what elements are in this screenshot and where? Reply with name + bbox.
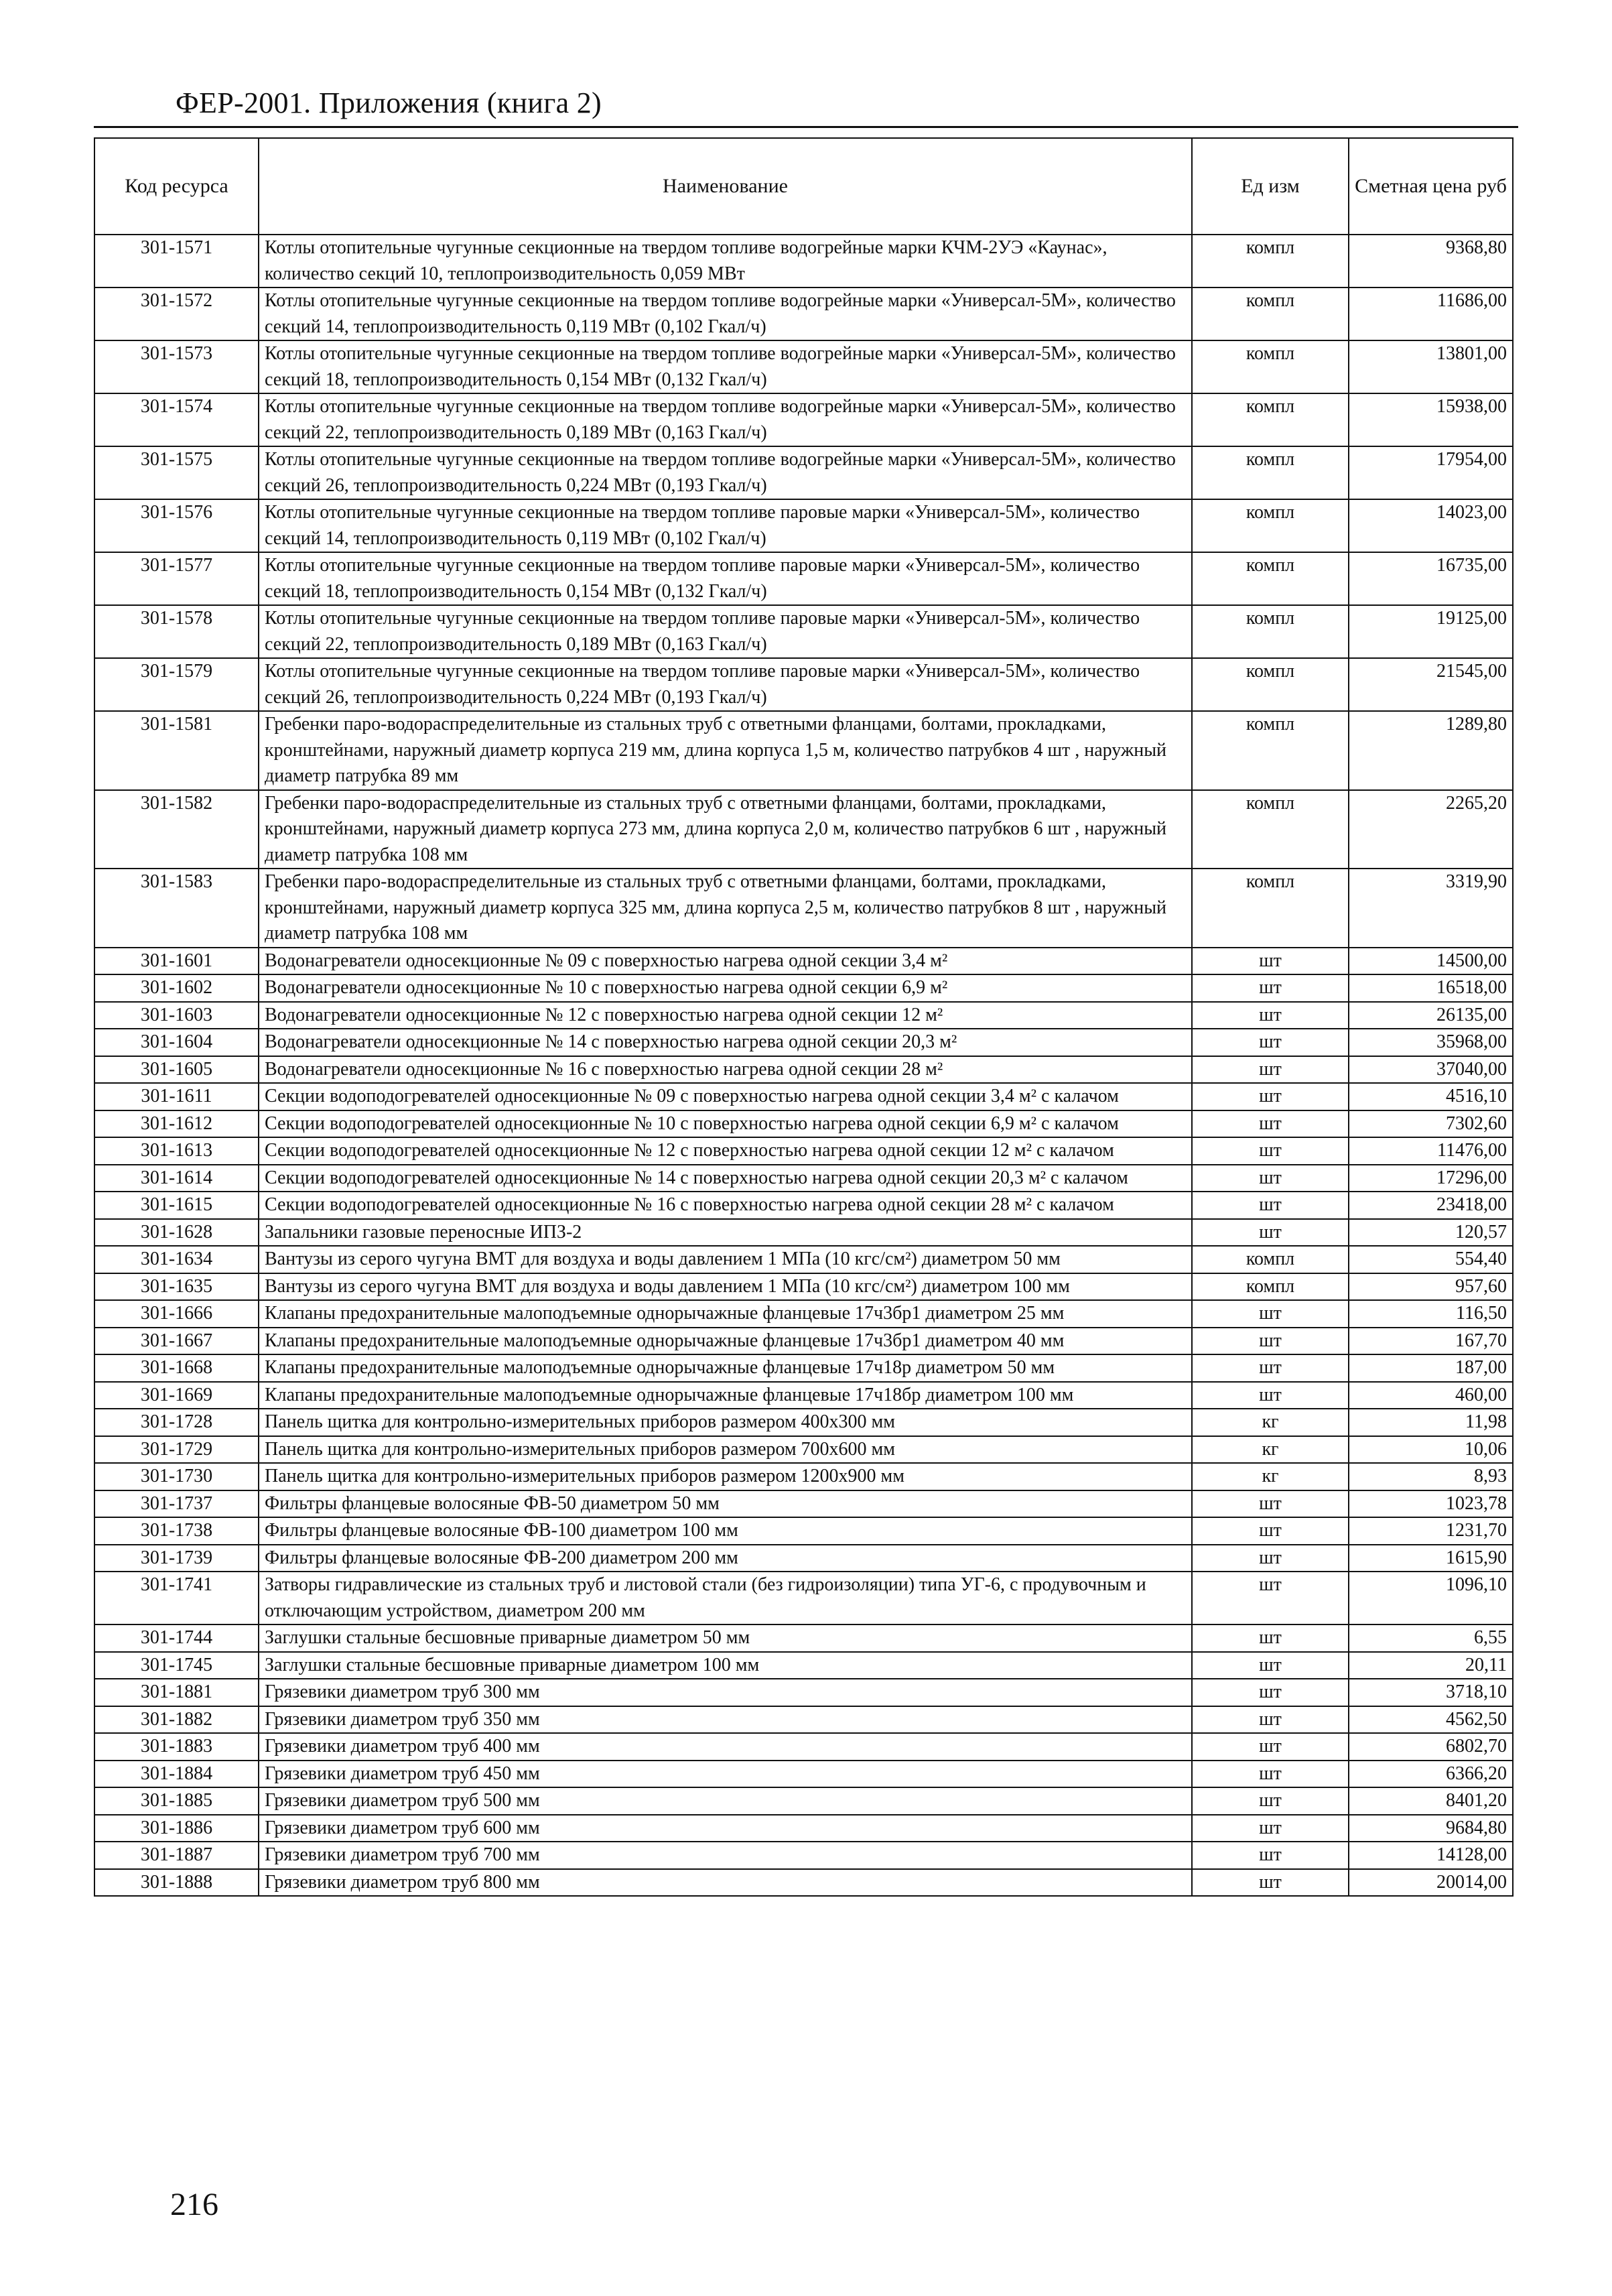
row-code-cell: 301-1744	[94, 1624, 259, 1652]
row-unit-cell: шт	[1192, 1761, 1349, 1788]
row-unit-cell: шт	[1192, 1733, 1349, 1761]
row-price-cell: 1096,10	[1349, 1572, 1513, 1624]
row-unit-cell: компл	[1192, 393, 1349, 446]
column-header-unit: Ед изм	[1192, 138, 1349, 235]
row-unit-cell: компл	[1192, 340, 1349, 393]
header-rule	[94, 126, 1518, 128]
table-row	[94, 1787, 1513, 1815]
row-name-cell: Водонагреватели односекционные № 10 с поверхностью нагрева одной секции 6,9 м²	[259, 974, 1192, 1002]
table-row	[94, 1733, 1513, 1761]
row-name-cell: Котлы отопительные чугунные секционные на твердом топливе водогрейные марки КЧМ-2УЭ «Каунас», количество секций 10, теплопроизводительность 0,059 МВт	[259, 235, 1192, 288]
row-code-cell: 301-1668	[94, 1354, 259, 1382]
row-unit-cell: шт	[1192, 1300, 1349, 1328]
row-price-cell: 6,55	[1349, 1624, 1513, 1652]
row-name-cell: Секции водоподогревателей односекционные № 16 с поверхностью нагрева одной секции 28 м² с калачом	[259, 1192, 1192, 1219]
column-header-price: Сметная цена руб	[1349, 138, 1513, 235]
row-code-cell: 301-1666	[94, 1300, 259, 1328]
row-code-cell: 301-1887	[94, 1842, 259, 1869]
row-price-cell: 4516,10	[1349, 1083, 1513, 1110]
row-name-cell: Панель щитка для контрольно-измерительных приборов размером 400х300 мм	[259, 1409, 1192, 1436]
row-name-cell: Котлы отопительные чугунные секционные на твердом топливе водогрейные марки «Универсал-5М», количество секций 22, теплопроизводительность 0,189 МВт (0,163 Гкал/ч)	[259, 393, 1192, 446]
table-row	[94, 605, 1513, 658]
row-unit-cell: компл	[1192, 1273, 1349, 1301]
row-price-cell: 187,00	[1349, 1354, 1513, 1382]
row-price-cell: 11,98	[1349, 1409, 1513, 1436]
row-code-cell: 301-1582	[94, 790, 259, 869]
row-unit-cell: шт	[1192, 1165, 1349, 1192]
row-name-cell: Секции водоподогревателей односекционные № 14 с поверхностью нагрева одной секции 20,3 м² с калачом	[259, 1165, 1192, 1192]
row-unit-cell: шт	[1192, 1083, 1349, 1110]
row-unit-cell: компл	[1192, 288, 1349, 340]
column-header-code: Код ресурса	[94, 138, 259, 235]
row-unit-cell: компл	[1192, 499, 1349, 552]
row-name-cell: Заглушки стальные бесшовные приварные диаметром 100 мм	[259, 1652, 1192, 1679]
row-price-cell: 15938,00	[1349, 393, 1513, 446]
row-price-cell: 17296,00	[1349, 1165, 1513, 1192]
row-unit-cell: шт	[1192, 1056, 1349, 1084]
row-code-cell: 301-1745	[94, 1652, 259, 1679]
table-row	[94, 1652, 1513, 1679]
row-unit-cell: шт	[1192, 1517, 1349, 1545]
row-code-cell: 301-1885	[94, 1787, 259, 1815]
price-table	[94, 137, 1514, 1897]
table-row	[94, 1842, 1513, 1869]
row-price-cell: 116,50	[1349, 1300, 1513, 1328]
table-row	[94, 1624, 1513, 1652]
table-row	[94, 1409, 1513, 1436]
table-row	[94, 499, 1513, 552]
row-name-cell: Грязевики диаметром труб 500 мм	[259, 1787, 1192, 1815]
row-price-cell: 4562,50	[1349, 1706, 1513, 1734]
row-price-cell: 3718,10	[1349, 1679, 1513, 1706]
row-price-cell: 7302,60	[1349, 1110, 1513, 1138]
row-code-cell: 301-1579	[94, 658, 259, 711]
row-unit-cell: шт	[1192, 1815, 1349, 1842]
row-unit-cell: шт	[1192, 1137, 1349, 1165]
row-code-cell: 301-1737	[94, 1490, 259, 1518]
table-row	[94, 1246, 1513, 1273]
table-row	[94, 1761, 1513, 1788]
table-row	[94, 1083, 1513, 1110]
row-price-cell: 17954,00	[1349, 446, 1513, 499]
row-name-cell: Клапаны предохранительные малоподъемные однорычажные фланцевые 17ч18р диаметром 50 мм	[259, 1354, 1192, 1382]
row-code-cell: 301-1574	[94, 393, 259, 446]
row-name-cell: Водонагреватели односекционные № 16 с поверхностью нагрева одной секции 28 м²	[259, 1056, 1192, 1084]
table-row	[94, 1436, 1513, 1464]
table-row	[94, 1354, 1513, 1382]
row-name-cell: Грязевики диаметром труб 300 мм	[259, 1679, 1192, 1706]
row-code-cell: 301-1581	[94, 711, 259, 790]
table-row	[94, 552, 1513, 605]
row-name-cell: Заглушки стальные бесшовные приварные диаметром 50 мм	[259, 1624, 1192, 1652]
row-price-cell: 14500,00	[1349, 948, 1513, 975]
row-name-cell: Запальники газовые переносные ИПЗ-2	[259, 1219, 1192, 1247]
row-price-cell: 554,40	[1349, 1246, 1513, 1273]
row-code-cell: 301-1605	[94, 1056, 259, 1084]
table-row	[94, 1056, 1513, 1084]
row-name-cell: Затворы гидравлические из стальных труб и листовой стали (без гидроизоляции) типа УГ-6, с продувочным и отключающим устройством, диаметром 200 мм	[259, 1572, 1192, 1624]
row-unit-cell: шт	[1192, 1624, 1349, 1652]
row-price-cell: 1615,90	[1349, 1545, 1513, 1572]
row-unit-cell: шт	[1192, 1572, 1349, 1624]
row-name-cell: Грязевики диаметром труб 350 мм	[259, 1706, 1192, 1734]
row-code-cell: 301-1730	[94, 1463, 259, 1490]
row-code-cell: 301-1738	[94, 1517, 259, 1545]
row-name-cell: Грязевики диаметром труб 600 мм	[259, 1815, 1192, 1842]
row-name-cell: Грязевики диаметром труб 400 мм	[259, 1733, 1192, 1761]
table-row	[94, 790, 1513, 869]
row-unit-cell: шт	[1192, 1869, 1349, 1897]
table-row	[94, 1463, 1513, 1490]
table-row	[94, 1328, 1513, 1355]
row-code-cell: 301-1881	[94, 1679, 259, 1706]
row-unit-cell: кг	[1192, 1436, 1349, 1464]
table-row	[94, 1869, 1513, 1897]
row-code-cell: 301-1728	[94, 1409, 259, 1436]
row-unit-cell: шт	[1192, 1029, 1349, 1056]
row-code-cell: 301-1669	[94, 1382, 259, 1409]
row-price-cell: 3319,90	[1349, 869, 1513, 948]
row-name-cell: Котлы отопительные чугунные секционные на твердом топливе паровые марки «Универсал-5М», количество секций 22, теплопроизводительность 0,189 МВт (0,163 Гкал/ч)	[259, 605, 1192, 658]
row-code-cell: 301-1571	[94, 235, 259, 288]
table-row	[94, 288, 1513, 340]
table-row	[94, 1382, 1513, 1409]
table-row	[94, 948, 1513, 975]
row-code-cell: 301-1667	[94, 1328, 259, 1355]
row-code-cell: 301-1578	[94, 605, 259, 658]
table-row	[94, 235, 1513, 288]
row-name-cell: Фильтры фланцевые волосяные ФВ-200 диаметром 200 мм	[259, 1545, 1192, 1572]
row-price-cell: 1289,80	[1349, 711, 1513, 790]
row-name-cell: Грязевики диаметром труб 800 мм	[259, 1869, 1192, 1897]
table-row	[94, 869, 1513, 948]
row-unit-cell: компл	[1192, 235, 1349, 288]
row-price-cell: 11686,00	[1349, 288, 1513, 340]
row-name-cell: Фильтры фланцевые волосяные ФВ-50 диаметром 50 мм	[259, 1490, 1192, 1518]
row-code-cell: 301-1603	[94, 1002, 259, 1029]
table-row	[94, 1273, 1513, 1301]
row-code-cell: 301-1583	[94, 869, 259, 948]
table-row	[94, 1137, 1513, 1165]
row-price-cell: 1231,70	[1349, 1517, 1513, 1545]
row-name-cell: Клапаны предохранительные малоподъемные однорычажные фланцевые 17ч3бр1 диаметром 25 мм	[259, 1300, 1192, 1328]
row-price-cell: 11476,00	[1349, 1137, 1513, 1165]
row-code-cell: 301-1613	[94, 1137, 259, 1165]
table-header-row	[94, 138, 1513, 235]
row-code-cell: 301-1573	[94, 340, 259, 393]
row-code-cell: 301-1572	[94, 288, 259, 340]
row-code-cell: 301-1611	[94, 1083, 259, 1110]
row-price-cell: 120,57	[1349, 1219, 1513, 1247]
row-price-cell: 16518,00	[1349, 974, 1513, 1002]
row-name-cell: Грязевики диаметром труб 450 мм	[259, 1761, 1192, 1788]
table-row	[94, 658, 1513, 711]
row-unit-cell: шт	[1192, 1219, 1349, 1247]
row-code-cell: 301-1601	[94, 948, 259, 975]
row-unit-cell: компл	[1192, 446, 1349, 499]
row-name-cell: Грязевики диаметром труб 700 мм	[259, 1842, 1192, 1869]
row-price-cell: 10,06	[1349, 1436, 1513, 1464]
row-unit-cell: компл	[1192, 605, 1349, 658]
row-name-cell: Водонагреватели односекционные № 14 с поверхностью нагрева одной секции 20,3 м²	[259, 1029, 1192, 1056]
row-name-cell: Секции водоподогревателей односекционные № 10 с поверхностью нагрева одной секции 6,9 м² с калачом	[259, 1110, 1192, 1138]
table-row	[94, 1110, 1513, 1138]
table-row	[94, 393, 1513, 446]
row-unit-cell: компл	[1192, 869, 1349, 948]
row-price-cell: 13801,00	[1349, 340, 1513, 393]
row-unit-cell: шт	[1192, 1354, 1349, 1382]
table-row	[94, 1165, 1513, 1192]
row-price-cell: 14023,00	[1349, 499, 1513, 552]
row-name-cell: Панель щитка для контрольно-измерительных приборов размером 1200х900 мм	[259, 1463, 1192, 1490]
row-price-cell: 957,60	[1349, 1273, 1513, 1301]
table-row	[94, 1300, 1513, 1328]
row-code-cell: 301-1614	[94, 1165, 259, 1192]
row-code-cell: 301-1628	[94, 1219, 259, 1247]
table-row	[94, 340, 1513, 393]
row-code-cell: 301-1886	[94, 1815, 259, 1842]
row-unit-cell: шт	[1192, 1679, 1349, 1706]
row-name-cell: Водонагреватели односекционные № 12 с поверхностью нагрева одной секции 12 м²	[259, 1002, 1192, 1029]
row-price-cell: 20,11	[1349, 1652, 1513, 1679]
row-unit-cell: шт	[1192, 1787, 1349, 1815]
table-row	[94, 1815, 1513, 1842]
table-row	[94, 974, 1513, 1002]
row-price-cell: 26135,00	[1349, 1002, 1513, 1029]
table-row	[94, 711, 1513, 790]
row-unit-cell: шт	[1192, 974, 1349, 1002]
row-name-cell: Фильтры фланцевые волосяные ФВ-100 диаметром 100 мм	[259, 1517, 1192, 1545]
row-unit-cell: шт	[1192, 1490, 1349, 1518]
row-code-cell: 301-1602	[94, 974, 259, 1002]
table-row	[94, 1219, 1513, 1247]
row-code-cell: 301-1575	[94, 446, 259, 499]
row-code-cell: 301-1883	[94, 1733, 259, 1761]
row-price-cell: 9684,80	[1349, 1815, 1513, 1842]
row-unit-cell: шт	[1192, 948, 1349, 975]
row-price-cell: 1023,78	[1349, 1490, 1513, 1518]
row-price-cell: 8,93	[1349, 1463, 1513, 1490]
row-price-cell: 16735,00	[1349, 552, 1513, 605]
row-name-cell: Котлы отопительные чугунные секционные на твердом топливе паровые марки «Универсал-5М», количество секций 14, теплопроизводительность 0,119 МВт (0,102 Гкал/ч)	[259, 499, 1192, 552]
row-code-cell: 301-1576	[94, 499, 259, 552]
row-unit-cell: компл	[1192, 1246, 1349, 1273]
row-code-cell: 301-1882	[94, 1706, 259, 1734]
row-unit-cell: шт	[1192, 1842, 1349, 1869]
table-row	[94, 1517, 1513, 1545]
row-name-cell: Гребенки паро-водораспределительные из стальных труб с ответными фланцами, болтами, прокладками, кронштейнами, наружный диаметр корпуса 273 мм, длина корпуса 2,0 м, количество патрубков 6 шт , наружный диаметр патрубка 108 мм	[259, 790, 1192, 869]
row-unit-cell: шт	[1192, 1192, 1349, 1219]
row-price-cell: 8401,20	[1349, 1787, 1513, 1815]
row-code-cell: 301-1635	[94, 1273, 259, 1301]
row-price-cell: 37040,00	[1349, 1056, 1513, 1084]
row-name-cell: Клапаны предохранительные малоподъемные однорычажные фланцевые 17ч18бр диаметром 100 мм	[259, 1382, 1192, 1409]
row-price-cell: 9368,80	[1349, 235, 1513, 288]
row-name-cell: Секции водоподогревателей односекционные № 09 с поверхностью нагрева одной секции 3,4 м² с калачом	[259, 1083, 1192, 1110]
row-price-cell: 6802,70	[1349, 1733, 1513, 1761]
row-price-cell: 460,00	[1349, 1382, 1513, 1409]
row-code-cell: 301-1729	[94, 1436, 259, 1464]
page-number: 216	[170, 2187, 218, 2222]
table-row	[94, 1545, 1513, 1572]
table-row	[94, 1490, 1513, 1518]
row-name-cell: Вантузы из серого чугуна ВМТ для воздуха и воды давлением 1 МПа (10 кгс/см²) диаметром 50 мм	[259, 1246, 1192, 1273]
row-name-cell: Панель щитка для контрольно-измерительных приборов размером 700х600 мм	[259, 1436, 1192, 1464]
row-name-cell: Гребенки паро-водораспределительные из стальных труб с ответными фланцами, болтами, прокладками, кронштейнами, наружный диаметр корпуса 219 мм, длина корпуса 1,5 м, количество патрубков 4 шт , наружный диаметр патрубка 89 мм	[259, 711, 1192, 790]
row-price-cell: 2265,20	[1349, 790, 1513, 869]
row-price-cell: 23418,00	[1349, 1192, 1513, 1219]
table-body	[94, 235, 1513, 1896]
row-code-cell: 301-1884	[94, 1761, 259, 1788]
table-row	[94, 1002, 1513, 1029]
row-unit-cell: шт	[1192, 1328, 1349, 1355]
row-name-cell: Гребенки паро-водораспределительные из стальных труб с ответными фланцами, болтами, прокладками, кронштейнами, наружный диаметр корпуса 325 мм, длина корпуса 2,5 м, количество патрубков 8 шт , наружный диаметр патрубка 108 мм	[259, 869, 1192, 948]
row-price-cell: 35968,00	[1349, 1029, 1513, 1056]
page-title: ФЕР-2001. Приложения (книга 2)	[176, 86, 602, 119]
row-unit-cell: компл	[1192, 790, 1349, 869]
row-name-cell: Вантузы из серого чугуна ВМТ для воздуха и воды давлением 1 МПа (10 кгс/см²) диаметром 100 мм	[259, 1273, 1192, 1301]
row-code-cell: 301-1612	[94, 1110, 259, 1138]
table-row	[94, 1572, 1513, 1624]
row-name-cell: Котлы отопительные чугунные секционные на твердом топливе паровые марки «Универсал-5М», количество секций 26, теплопроизводительность 0,224 МВт (0,193 Гкал/ч)	[259, 658, 1192, 711]
row-name-cell: Котлы отопительные чугунные секционные на твердом топливе водогрейные марки «Универсал-5М», количество секций 18, теплопроизводительность 0,154 МВт (0,132 Гкал/ч)	[259, 340, 1192, 393]
table-row	[94, 1192, 1513, 1219]
row-unit-cell: компл	[1192, 711, 1349, 790]
row-unit-cell: шт	[1192, 1706, 1349, 1734]
row-unit-cell: шт	[1192, 1652, 1349, 1679]
row-unit-cell: компл	[1192, 658, 1349, 711]
table-row	[94, 1679, 1513, 1706]
row-price-cell: 19125,00	[1349, 605, 1513, 658]
table-row	[94, 446, 1513, 499]
row-unit-cell: шт	[1192, 1382, 1349, 1409]
row-name-cell: Секции водоподогревателей односекционные № 12 с поверхностью нагрева одной секции 12 м² с калачом	[259, 1137, 1192, 1165]
row-code-cell: 301-1739	[94, 1545, 259, 1572]
row-code-cell: 301-1634	[94, 1246, 259, 1273]
row-price-cell: 14128,00	[1349, 1842, 1513, 1869]
row-name-cell: Клапаны предохранительные малоподъемные однорычажные фланцевые 17ч3бр1 диаметром 40 мм	[259, 1328, 1192, 1355]
row-code-cell: 301-1888	[94, 1869, 259, 1897]
row-name-cell: Водонагреватели односекционные № 09 с поверхностью нагрева одной секции 3,4 м²	[259, 948, 1192, 975]
table-row	[94, 1706, 1513, 1734]
row-code-cell: 301-1604	[94, 1029, 259, 1056]
row-unit-cell: компл	[1192, 552, 1349, 605]
row-name-cell: Котлы отопительные чугунные секционные на твердом топливе паровые марки «Универсал-5М», количество секций 18, теплопроизводительность 0,154 МВт (0,132 Гкал/ч)	[259, 552, 1192, 605]
row-name-cell: Котлы отопительные чугунные секционные на твердом топливе водогрейные марки «Универсал-5М», количество секций 14, теплопроизводительность 0,119 МВт (0,102 Гкал/ч)	[259, 288, 1192, 340]
row-unit-cell: шт	[1192, 1545, 1349, 1572]
row-unit-cell: кг	[1192, 1463, 1349, 1490]
row-unit-cell: шт	[1192, 1002, 1349, 1029]
row-code-cell: 301-1577	[94, 552, 259, 605]
row-price-cell: 21545,00	[1349, 658, 1513, 711]
row-unit-cell: кг	[1192, 1409, 1349, 1436]
row-name-cell: Котлы отопительные чугунные секционные на твердом топливе водогрейные марки «Универсал-5М», количество секций 26, теплопроизводительность 0,224 МВт (0,193 Гкал/ч)	[259, 446, 1192, 499]
column-header-name: Наименование	[259, 138, 1192, 235]
row-code-cell: 301-1615	[94, 1192, 259, 1219]
row-unit-cell: шт	[1192, 1110, 1349, 1138]
row-price-cell: 20014,00	[1349, 1869, 1513, 1897]
row-price-cell: 167,70	[1349, 1328, 1513, 1355]
table-row	[94, 1029, 1513, 1056]
row-code-cell: 301-1741	[94, 1572, 259, 1624]
row-price-cell: 6366,20	[1349, 1761, 1513, 1788]
